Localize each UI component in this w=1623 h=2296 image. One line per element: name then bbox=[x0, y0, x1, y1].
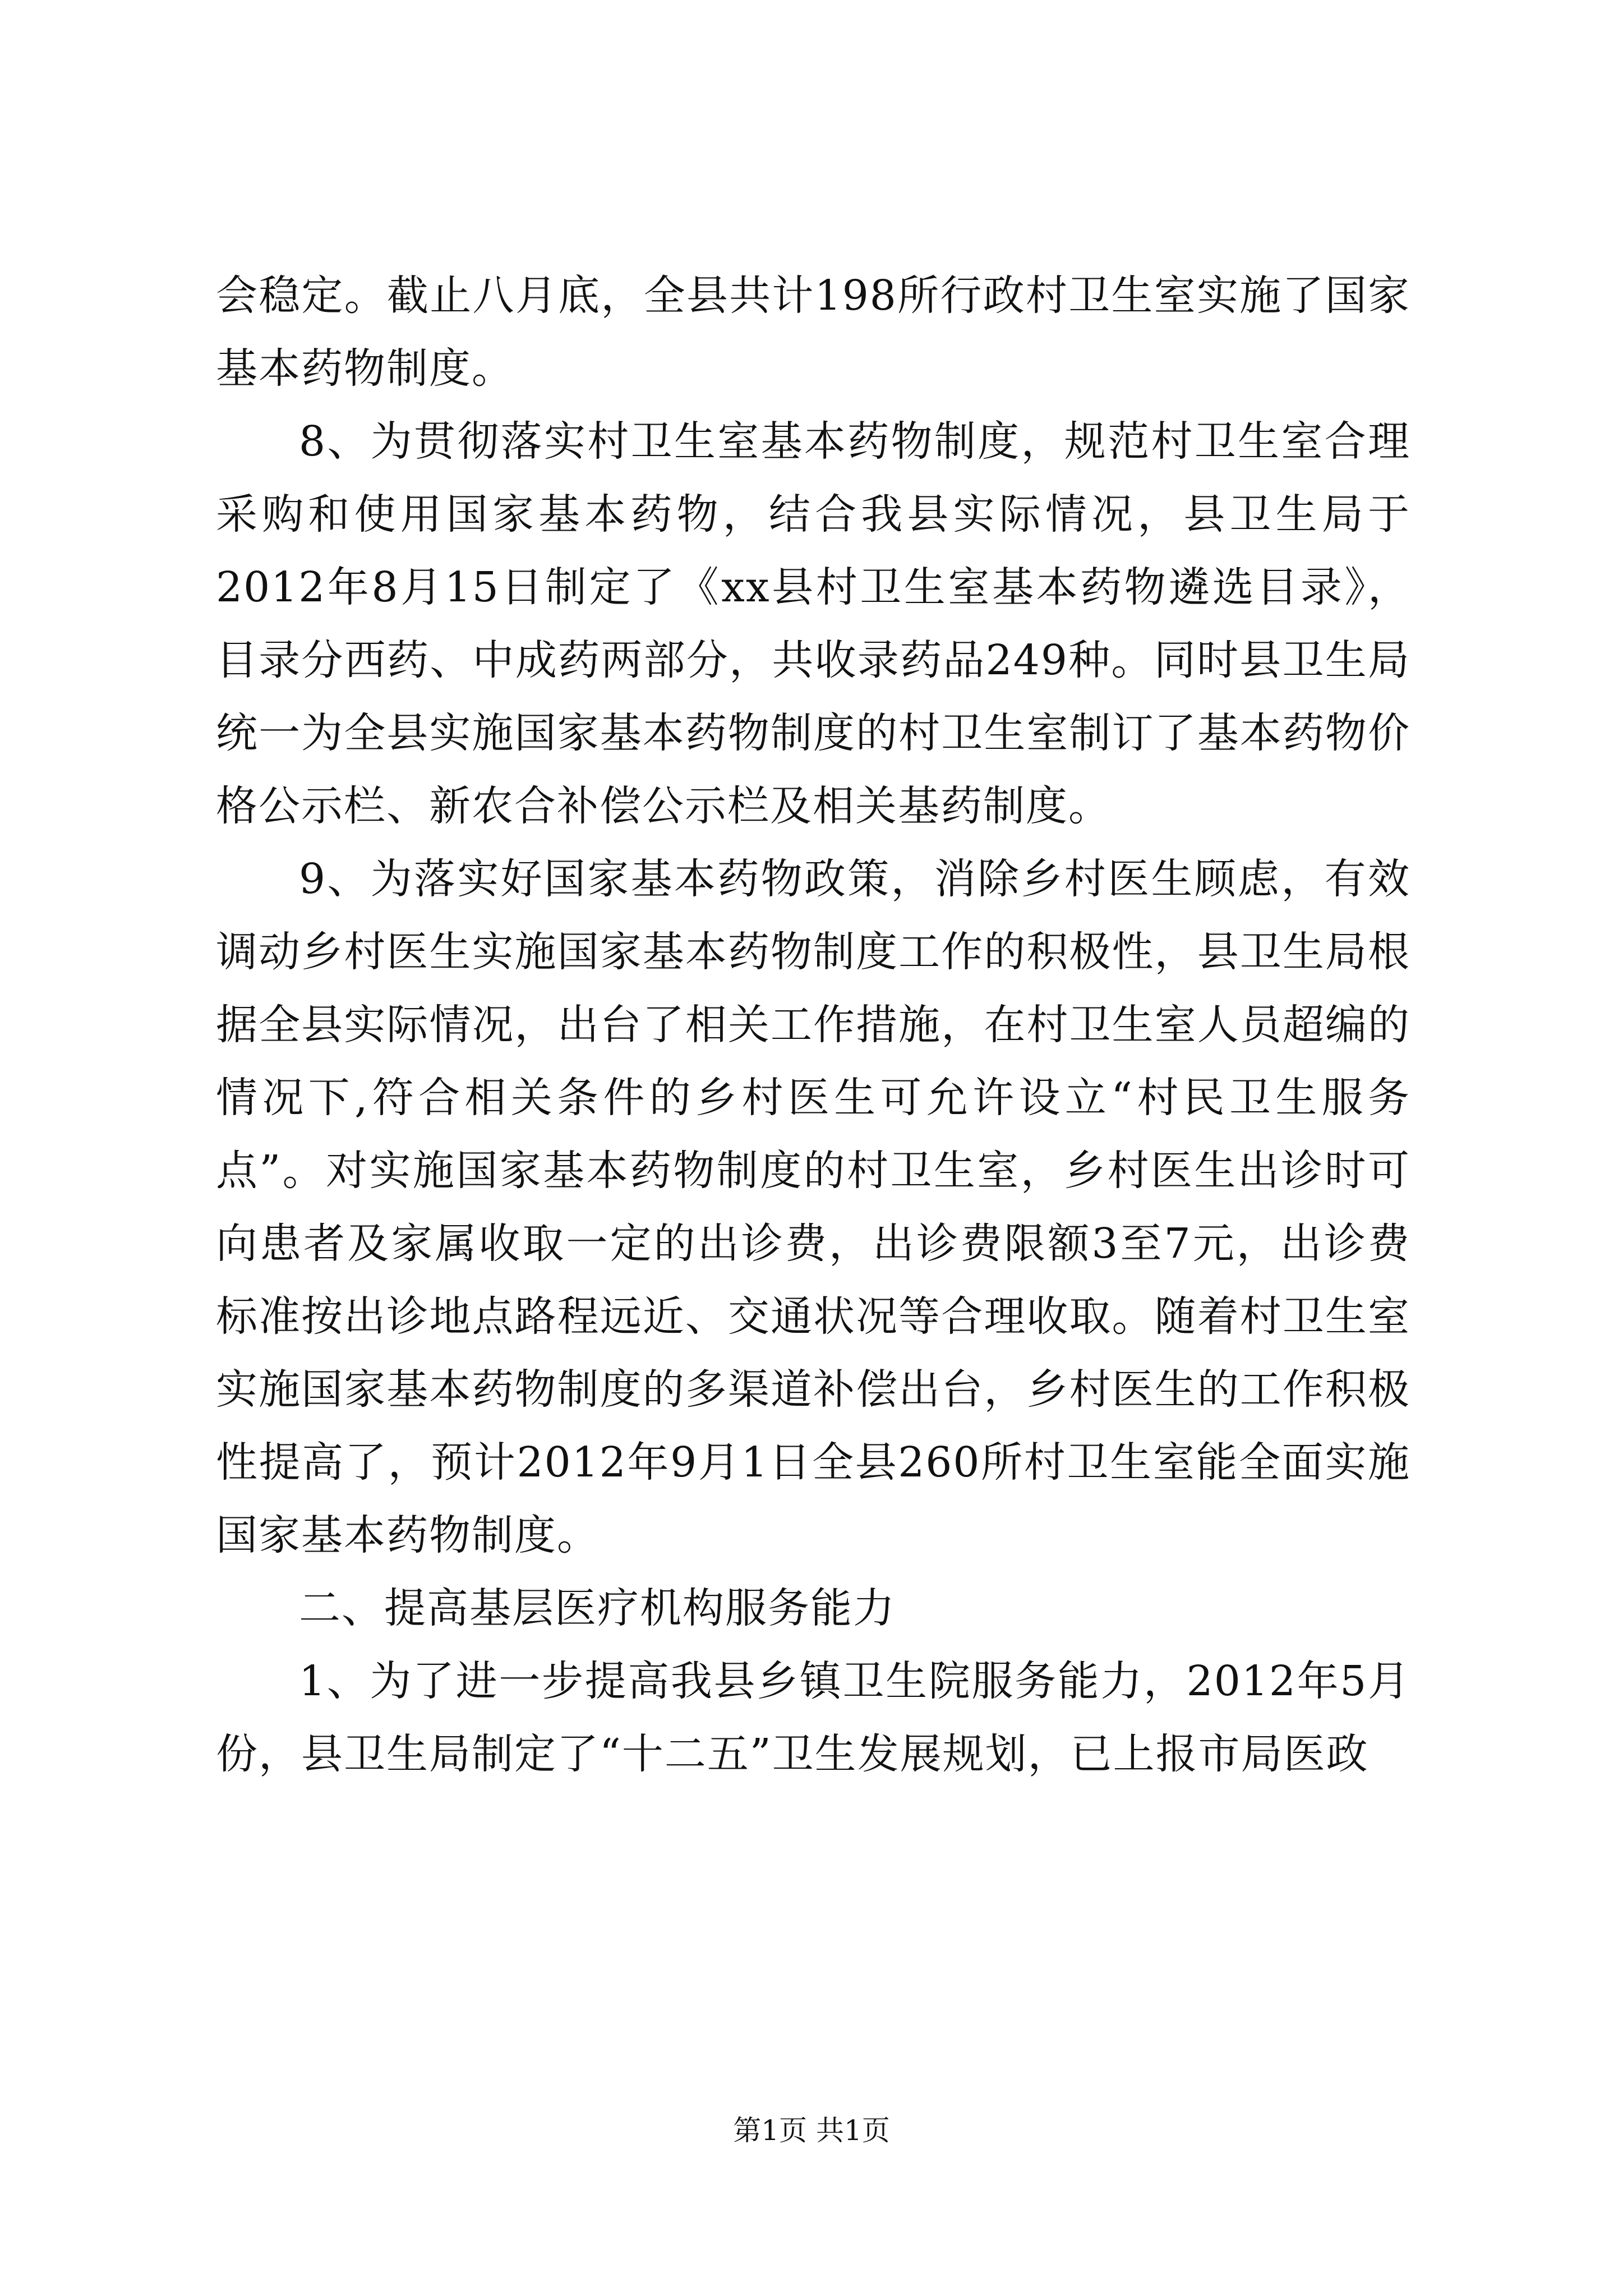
paragraph-item-8: 8、为贯彻落实村卫生室基本药物制度，规范村卫生室合理采购和使用国家基本药物，结合我县实际情况，县卫生局于2012年8月15日制定了《xx县村卫生室基本药物遴选目录》，目录分西药、中成药两部分，共收录药品249种。同时县卫生局统一为全县实施国家基本药物制度的村卫生室制订了基本药物价格公示栏、新农合补偿公示栏及相关基药制度。 bbox=[216, 417, 1410, 830]
section-heading: 二、提高基层医疗机构服务能力 bbox=[299, 1584, 896, 1632]
page-number-label: 第1页 共1页 bbox=[733, 2114, 890, 2147]
page-footer bbox=[0, 2114, 1623, 2147]
paragraph-continuation: 会稳定。截止八月底，全县共计198所行政村卫生室实施了国家基本药物制度。 bbox=[216, 272, 1410, 393]
paragraph-item-9: 9、为落实好国家基本药物政策，消除乡村医生顾虑，有效调动乡村医生实施国家基本药物制度工作的积极性，县卫生局根据全县实际情况，出台了相关工作措施，在村卫生室人员超编的情况下,符合相关条件的乡村医生可允许设立“村民卫生服务点”。对实施国家基本药物制度的村卫生室，乡村医生出诊时可向患者及家属收取一定的出诊费，出诊费限额3至7元，出诊费标准按出诊地点路程远近、交通状况等合理收取。随着村卫生室实施国家基本药物制度的多渠道补偿出台，乡村医生的工作积极性提高了，预计2012年9月1日全县260所村卫生室能全面实施国家基本药物制度。 bbox=[216, 855, 1410, 1559]
document-body bbox=[216, 259, 1410, 1791]
paragraph-item-1: 1、为了进一步提高我县乡镇卫生院服务能力，2012年5月份，县卫生局制定了“十二五”卫生发展规划，已上报市局医政 bbox=[216, 1657, 1410, 1778]
